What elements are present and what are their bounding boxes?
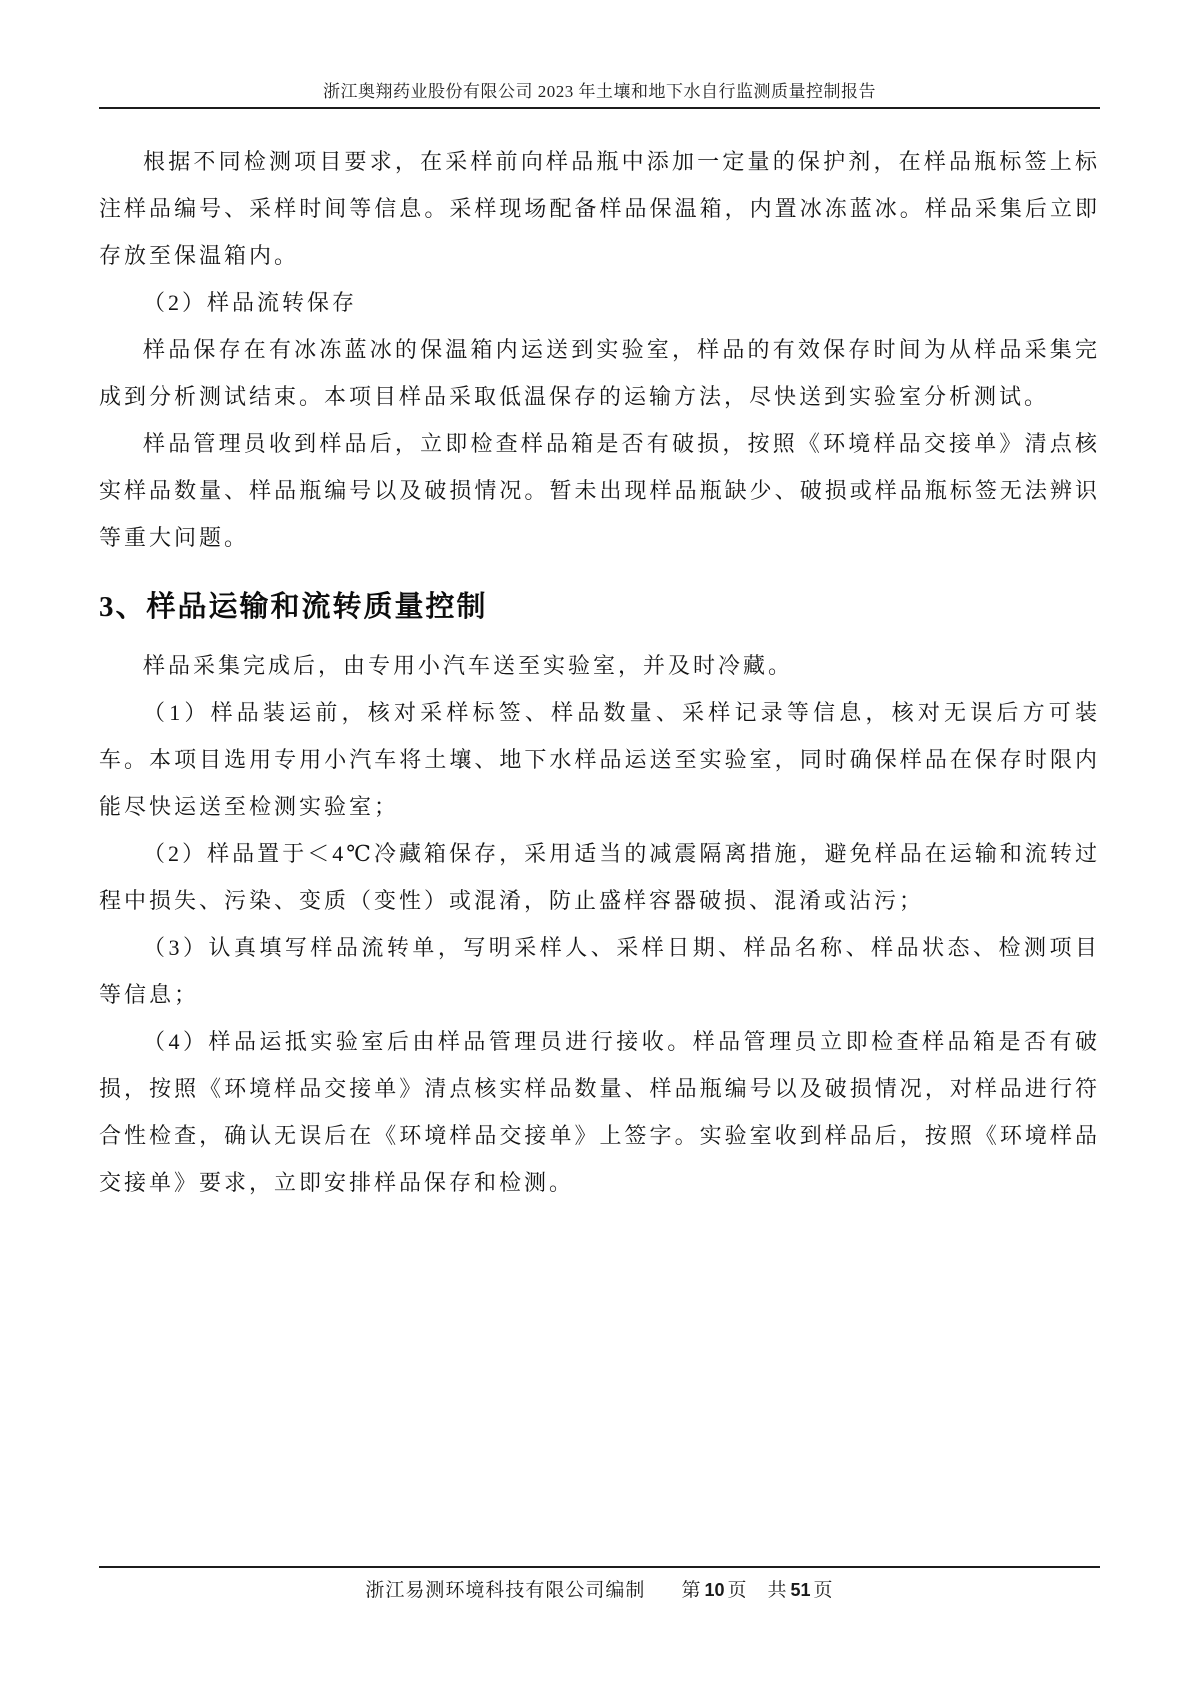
header-title: 浙江奥翔药业股份有限公司 2023 年土壤和地下水自行监测质量控制报告 <box>323 82 876 101</box>
body-paragraph: 根据不同检测项目要求，在采样前向样品瓶中添加一定量的保护剂，在样品瓶标签上标注样品编号、采样时间等信息。采样现场配备样品保温箱，内置冰冻蓝冰。样品采集后立即存放至保温箱内。 <box>99 149 1100 268</box>
body-paragraph: （1）样品装运前，核对采样标签、样品数量、采样记录等信息，核对无误后方可装车。本项目选用专用小汽车将土壤、地下水样品运送至实验室，同时确保样品在保存时限内能尽快运送至检测实验室； <box>99 700 1100 819</box>
body-paragraph: 样品管理员收到样品后，立即检查样品箱是否有破损，按照《环境样品交接单》清点核实样品数量、样品瓶编号以及破损情况。暂未出现样品瓶缺少、破损或样品瓶标签无法辨识等重大问题。 <box>99 431 1100 550</box>
footer-total-number: 51 <box>790 1580 811 1600</box>
document-body <box>99 138 1100 1206</box>
body-paragraph: （3）认真填写样品流转单，写明采样人、采样日期、样品名称、样品状态、检测项目等信息； <box>99 935 1100 1007</box>
footer-page-number: 10 <box>704 1580 725 1600</box>
footer-page-prefix: 第 <box>681 1580 702 1601</box>
body-paragraph: （4）样品运抵实验室后由样品管理员进行接收。样品管理员立即检查样品箱是否有破损，按照《环境样品交接单》清点核实样品数量、样品瓶编号以及破损情况，对样品进行符合性检查，确认无误后在《环境样品交接单》上签字。实验室收到样品后，按照《环境样品交接单》要求，立即安排样品保存和检测。 <box>99 1029 1100 1195</box>
page-footer <box>99 1566 1100 1602</box>
body-paragraph: 样品保存在有冰冻蓝冰的保温箱内运送到实验室，样品的有效保存时间为从样品采集完成到分析测试结束。本项目样品采取低温保存的运输方法，尽快送到实验室分析测试。 <box>99 337 1100 409</box>
footer-total-prefix: 共 <box>767 1580 788 1601</box>
body-paragraph: （2）样品流转保存 <box>143 290 358 315</box>
footer-page-suffix: 页 <box>727 1580 748 1601</box>
footer-total-suffix: 页 <box>813 1580 834 1601</box>
footer-compiler: 浙江易测环境科技有限公司编制 <box>365 1580 646 1601</box>
body-paragraph: 样品采集完成后，由专用小汽车送至实验室，并及时冷藏。 <box>143 653 794 678</box>
page-header <box>99 0 1100 109</box>
section-heading: 3、样品运输和流转质量控制 <box>99 591 488 623</box>
body-paragraph: （2）样品置于＜4℃冷藏箱保存，采用适当的减震隔离措施，避免样品在运输和流转过程中损失、污染、变质（变性）或混淆，防止盛样容器破损、混淆或沾污； <box>99 841 1100 913</box>
